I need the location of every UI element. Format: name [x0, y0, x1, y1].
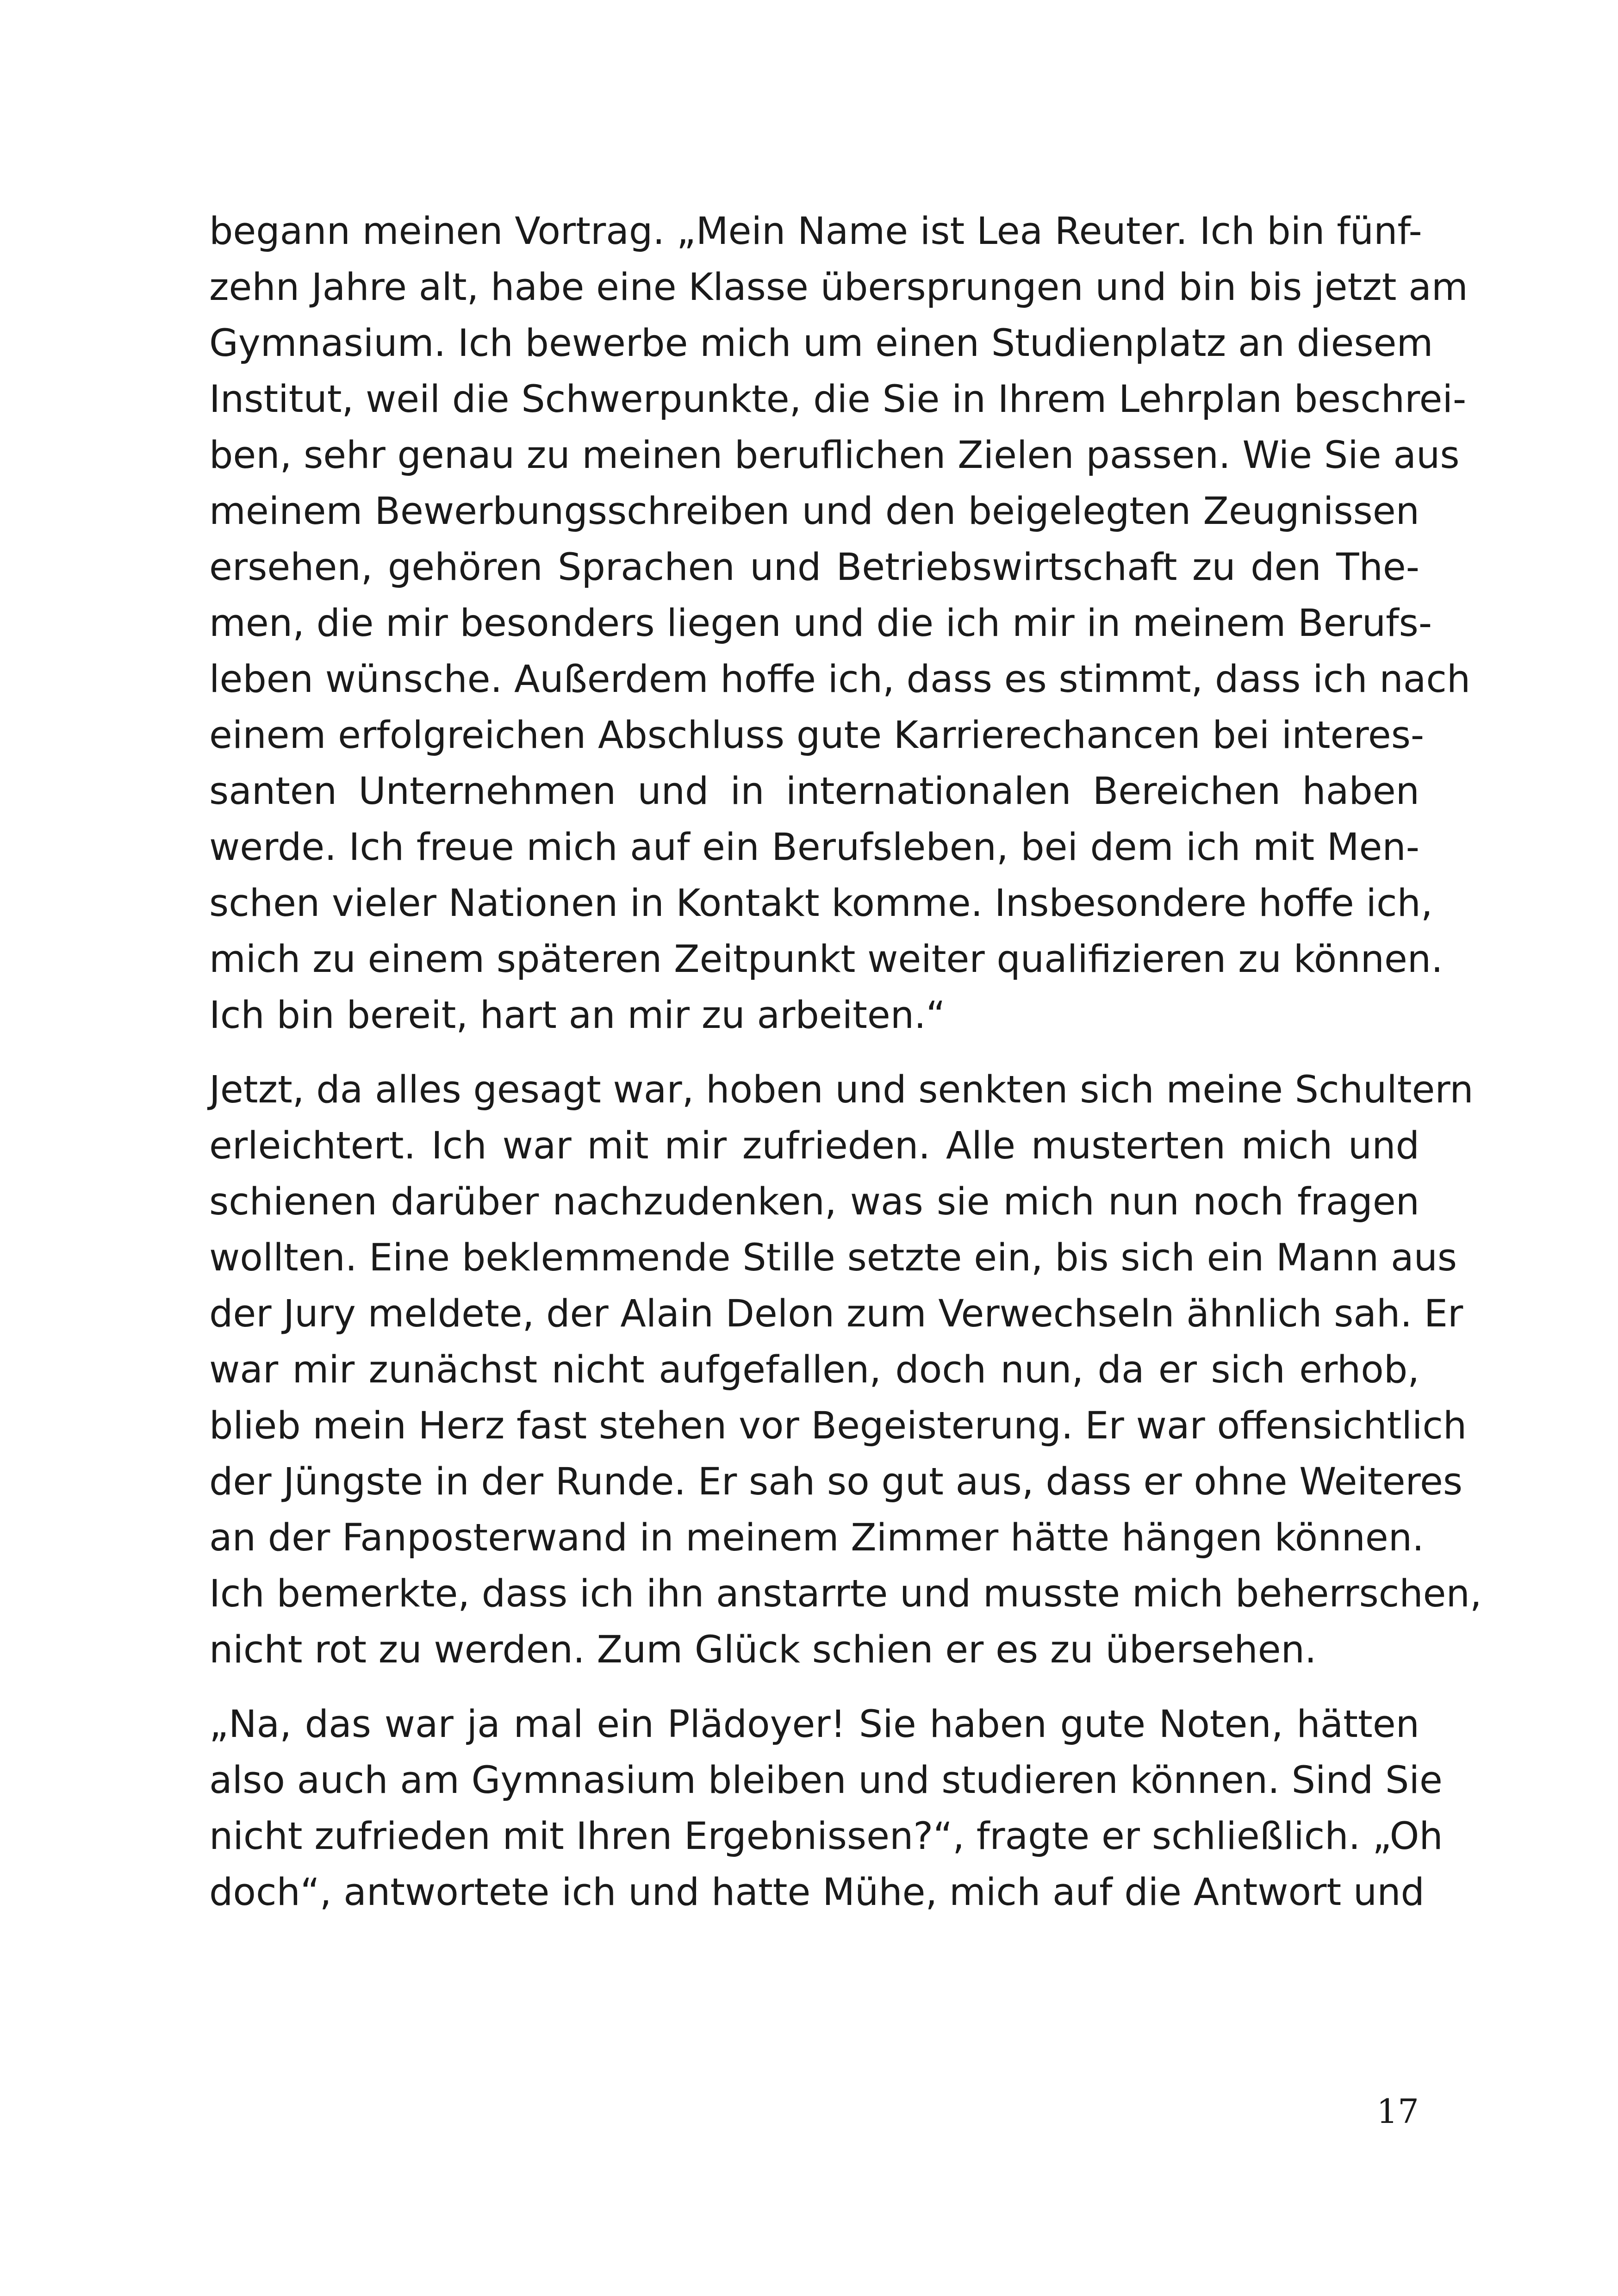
text-line: „Na, das war ja mal ein Plädoyer! Sie haben gute Noten, hätten — [209, 1703, 1419, 1746]
text-line: begann meinen Vortrag. „Mein Name ist Lea Reuter. Ich bin fünf- — [209, 210, 1422, 253]
text-line: erleichtert. Ich war mit mir zufrieden. Alle musterten mich und — [209, 1124, 1419, 1168]
text-line: doch“, antwortete ich und hatte Mühe, mich auf die Antwort und — [209, 1871, 1425, 1914]
text-line: also auch am Gymnasium bleiben und studieren können. Sind Sie — [209, 1759, 1443, 1802]
text-line: Jetzt, da alles gesagt war, hoben und senkten sich meine Schultern — [209, 1068, 1474, 1112]
text-line: an der Fanposterwand in meinem Zimmer hätte hängen können. — [209, 1516, 1424, 1560]
text-line: mich zu einem späteren Zeitpunkt weiter qualifizieren zu können. — [209, 938, 1443, 981]
text-line: der Jüngste in der Runde. Er sah so gut aus, dass er ohne Weiteres — [209, 1460, 1463, 1504]
body-text — [209, 204, 1482, 1939]
text-line: nicht rot zu werden. Zum Glück schien er es zu übersehen. — [209, 1628, 1317, 1672]
text-line: leben wünsche. Außerdem hoffe ich, dass es stimmt, dass ich nach — [209, 658, 1471, 701]
text-line: werde. Ich freue mich auf ein Berufsleben, bei dem ich mit Men- — [209, 826, 1419, 869]
text-line: war mir zunächst nicht aufgefallen, doch nun, da er sich erhob, — [209, 1348, 1419, 1392]
paragraph — [209, 1697, 1443, 1921]
text-line: santen Unternehmen und in internationalen Bereichen haben — [209, 770, 1419, 813]
text-line: zehn Jahre alt, habe eine Klasse übersprungen und bin bis jetzt am — [209, 266, 1468, 309]
text-line: schienen darüber nachzudenken, was sie mich nun noch fragen — [209, 1180, 1419, 1224]
text-line: Gymnasium. Ich bewerbe mich um einen Studienplatz an diesem — [209, 322, 1433, 365]
page-number: 17 — [1376, 2092, 1419, 2131]
text-line: einem erfolgreichen Abschluss gute Karrierechancen bei interes- — [209, 714, 1425, 757]
paragraph — [209, 204, 1471, 1044]
text-line: blieb mein Herz fast stehen vor Begeisterung. Er war offensichtlich — [209, 1404, 1467, 1448]
text-line: schen vieler Nationen in Kontakt komme. Insbesondere hoffe ich, — [209, 882, 1433, 925]
paragraph — [209, 1062, 1482, 1678]
text-line: wollten. Eine beklemmende Stille setzte ein, bis sich ein Mann aus — [209, 1236, 1457, 1280]
text-line: ben, sehr genau zu meinen beruflichen Zielen passen. Wie Sie aus — [209, 434, 1460, 477]
text-line: men, die mir besonders liegen und die ich mir in meinem Berufs- — [209, 602, 1432, 645]
text-line: nicht zufrieden mit Ihren Ergebnissen?“, fragte er schließlich. „Oh — [209, 1815, 1443, 1858]
text-line: Ich bin bereit, hart an mir zu arbeiten.“ — [209, 994, 946, 1037]
text-line: ersehen, gehören Sprachen und Betriebswirtschaft zu den The- — [209, 546, 1419, 589]
text-line: Ich bemerkte, dass ich ihn anstarrte und musste mich beherrschen, — [209, 1572, 1482, 1616]
text-line: Institut, weil die Schwerpunkte, die Sie in Ihrem Lehrplan beschrei- — [209, 378, 1467, 421]
text-line: der Jury meldete, der Alain Delon zum Verwechseln ähnlich sah. Er — [209, 1292, 1463, 1336]
text-line: meinem Bewerbungsschreiben und den beigelegten Zeugnissen — [209, 490, 1419, 533]
